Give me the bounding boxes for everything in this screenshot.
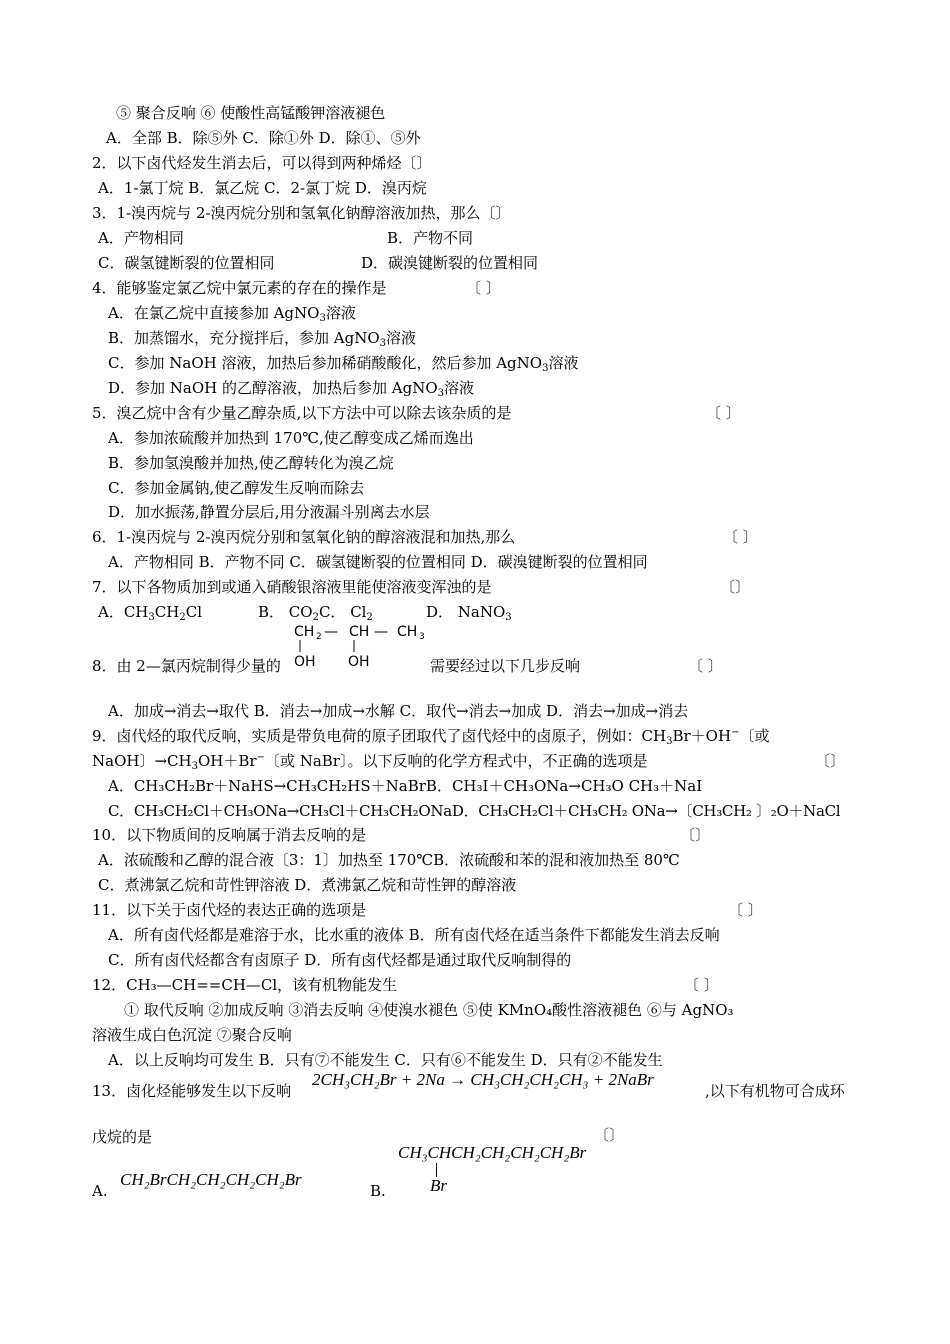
struct-oh-2: OH: [348, 654, 370, 670]
q11-options-ab: A．所有卤代烃都是难溶于水，比水重的液体 B．所有卤代烃在适当条件下都能发生消去反响: [108, 926, 720, 944]
q5-bracket: 〔 〕: [706, 404, 741, 422]
struct-ch3: CH: [397, 624, 418, 640]
q13-equation: 2CH₃CH₂Br + 2Na → CH₃CH₂CH₂CH₃ + 2NaBr: [312, 1070, 654, 1089]
q13-option-b-formula: CH₃CHCH₂CH₂CH₂CH₂Br: [398, 1143, 587, 1162]
q9-stem-line1: 9．卤代烃的取代反响，实质是带负电荷的原子团取代了卤代烃中的卤原子，例如：$CH_3Br+OH^-$〔或: [92, 727, 770, 747]
q4-bracket: 〔 〕: [466, 279, 501, 297]
q10-options-ab: A．浓硫酸和乙醇的混合液〔3：1〕加热至 170℃B．浓硫酸和苯的混和液加热至 80℃: [98, 851, 680, 869]
q11-bracket: 〔 〕: [728, 901, 763, 919]
q1-items: ⑤ 聚合反响 ⑥ 使酸性高锰酸钾溶液褪色: [116, 104, 386, 122]
q11-options-cd: C．所有卤代烃都含有卤原子 D．所有卤代烃都是通过取代反响制得的: [108, 951, 572, 969]
q4-option-b: B．加蒸馏水，充分搅拌后，参加 AgNO$_3$溶液: [108, 329, 417, 349]
q13-option-a-formula: CH₂BrCH₂CH₂CH₂CH₂Br: [120, 1170, 302, 1189]
q11-stem: 11．以下关于卤代烃的表达正确的选项是: [92, 901, 367, 919]
q10-bracket: 〔〕: [680, 826, 711, 844]
q1-options: A．全部 B．除⑤外 C．除①外 D．除①、⑤外: [106, 129, 421, 147]
struct-ch2: CH: [294, 624, 315, 640]
q7-stem: 7．以下各物质加到或通入硝酸银溶液里能使溶液变浑浊的是: [92, 578, 492, 596]
q3-stem: 3．1-溴丙烷与 2-溴丙烷分别和氢氧化钠醇溶液加热，那么〔〕: [92, 204, 511, 222]
q8-tail: 需要经过以下几步反响: [430, 657, 581, 675]
q5-option-c: C．参加金属钠,使乙醇发生反响而除去: [108, 479, 365, 497]
q13-option-b-substituent: Br: [430, 1176, 447, 1195]
q3-option-b: B．产物不同: [387, 229, 474, 247]
struct-oh-1: OH: [294, 654, 316, 670]
struct-bond-2: —: [374, 624, 388, 640]
q9-options-ab: A．CH₃CH₂Br＋NaHS→CH₃CH₂HS＋NaBrB．CH₃I＋CH₃ONa→CH₃O CH₃＋NaI: [108, 777, 703, 795]
q5-stem: 5．溴乙烷中含有少量乙醇杂质,以下方法中可以除去该杂质的是: [92, 404, 512, 422]
q8-stem: 8．由 2—氯丙烷制得少量的: [92, 657, 281, 675]
q4-option-d: D．参加 NaOH 的乙醇溶液，加热后参加 AgNO$_3$溶液: [108, 379, 475, 399]
q13-tail: ,以下有机物可合成环: [705, 1082, 845, 1100]
q7-option-d: D． NaNO$_3$: [426, 603, 512, 623]
q10-options-cd: C．煮沸氯乙烷和苛性钾溶液 D．煮沸氯乙烷和苛性钾的醇溶液: [98, 876, 517, 894]
q10-stem: 10．以下物质间的反响属于消去反响的是: [92, 826, 367, 844]
q7-option-bc: B． $CO_2C$． $Cl_2$: [258, 603, 373, 623]
struct-bond-1: —: [324, 624, 338, 640]
q9-options-cd: C．CH₃CH₂Cl＋CH₃ONa→CH₃Cl＋CH₃CH₂ONaD．CH₃CH₂Cl＋CH₃CH₂ ONa→〔CH₃CH₂ 〕₂O＋NaCl: [108, 802, 841, 820]
q7-bracket: 〔〕: [720, 578, 751, 596]
q13-stem-line2: 戊烷的是: [92, 1128, 153, 1146]
q12-stem: 12．CH₃—CH==CH—Cl，该有机物能发生: [92, 976, 398, 994]
q8-bracket: 〔 〕: [688, 657, 723, 675]
q13-option-a-label: A.: [92, 1182, 108, 1200]
q12-bracket: 〔 〕: [684, 976, 719, 994]
q12-items-line2: 溶液生成白色沉淀 ⑦聚合反响: [92, 1026, 292, 1044]
struct-ch3-sub: 3: [419, 632, 425, 642]
struct-ch2-sub: 2: [316, 632, 322, 642]
q9-bracket: 〔〕: [815, 752, 846, 770]
q12-items-line1: ① 取代反响 ②加成反响 ③消去反响 ④使溴水褪色 ⑤使 KMnO₄酸性溶液褪色 ⑥与 AgNO₃: [124, 1001, 734, 1019]
q3-option-d: D．碳溴键断裂的位置相同: [361, 254, 539, 272]
q5-option-b: B．参加氢溴酸并加热,使乙醇转化为溴乙烷: [108, 454, 394, 472]
q8-options: A．加成→消去→取代 B．消去→加成→水解 C．取代→消去→加成 D．消去→加成→消去: [108, 702, 689, 720]
q13-stem: 13．卤化烃能够发生以下反响: [92, 1082, 292, 1100]
q2-options: A．1-氯丁烷 B．氯乙烷 C．2-氯丁烷 D．溴丙烷: [98, 179, 427, 197]
struct-ch: CH: [349, 624, 370, 640]
q12-options: A．以上反响均可发生 B．只有⑦不能发生 C．只有⑥不能发生 D．只有②不能发生: [108, 1051, 663, 1069]
q6-options: A．产物相同 B．产物不同 C．碳氢键断裂的位置相同 D．碳溴键断裂的位置相同: [108, 553, 648, 571]
q4-option-a: A．在氯乙烷中直接参加 AgNO$_3$溶液: [108, 304, 356, 324]
q13-option-b-bond: [436, 1163, 437, 1177]
q7-option-a: A．$CH_3CH_2Cl$: [98, 603, 202, 623]
q9-stem-line2: NaOH〕$\to CH_3OH+Br^-$〔或 NaBr〕。以下反响的化学方程式中，不正确的选项是: [92, 752, 648, 772]
q6-stem: 6．1-溴丙烷与 2-溴丙烷分别和氢氧化钠的醇溶液混和加热,那么: [92, 528, 516, 546]
q13-bracket: 〔〕: [594, 1126, 625, 1144]
q6-bracket: 〔 〕: [723, 528, 758, 546]
q3-option-a: A．产物相同: [98, 229, 184, 247]
q4-option-c: C．参加 NaOH 溶液，加热后参加稀硝酸酸化，然后参加 AgNO$_3$溶液: [108, 354, 579, 374]
q3-option-c: C．碳氢键断裂的位置相同: [98, 254, 275, 272]
q13-option-b-label: B.: [370, 1182, 386, 1200]
q4-stem: 4．能够鉴定氯乙烷中氯元素的存在的操作是: [92, 279, 387, 297]
q5-option-a: A．参加浓硫酸并加热到 170℃,使乙醇变成乙烯而逸出: [108, 429, 474, 447]
q2-stem: 2．以下卤代烃发生消去后，可以得到两种烯烃〔〕: [92, 154, 432, 172]
q5-option-d: D．加水振荡,静置分层后,用分液漏斗别离去水层: [108, 503, 430, 521]
propanediol-structure: [294, 620, 434, 674]
